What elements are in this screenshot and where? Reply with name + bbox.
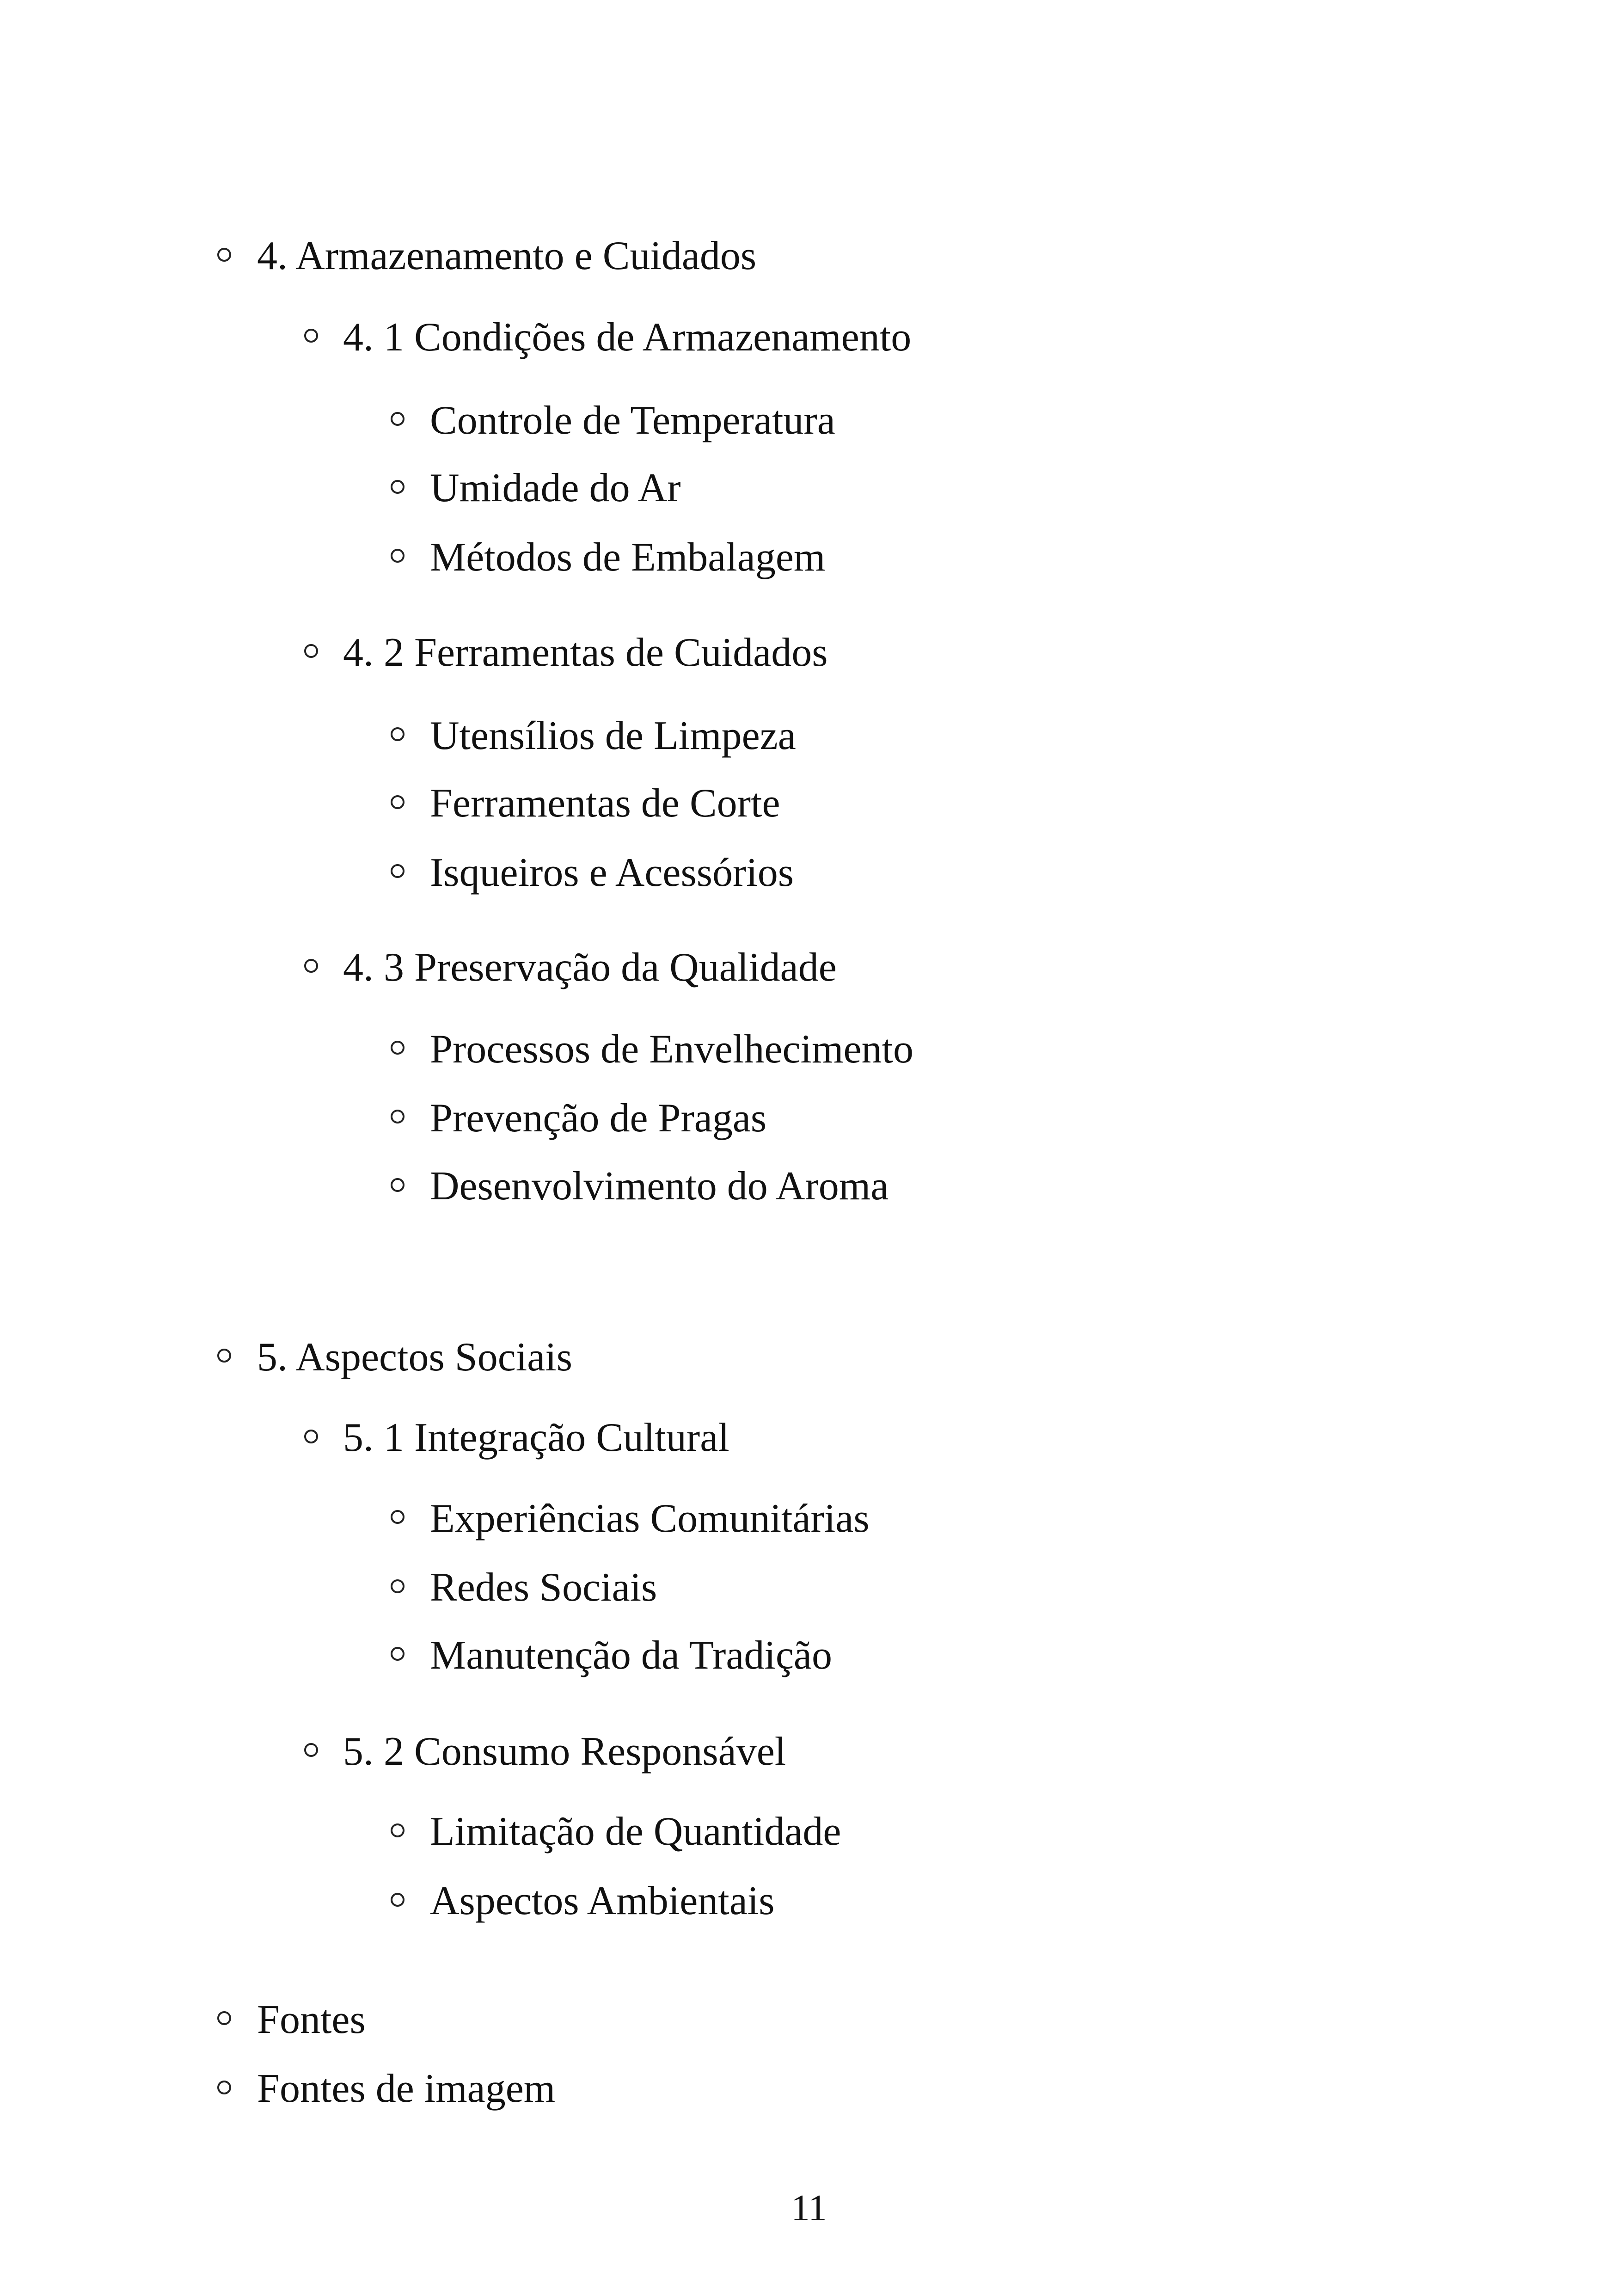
- toc-item-4-2-isqueiros[interactable]: Isqueiros e Acessórios: [430, 850, 794, 895]
- toc-item-5-2-quantidade[interactable]: Limitação de Quantidade: [430, 1809, 841, 1854]
- toc-item-section-4[interactable]: 4. Armazenamento e Cuidados: [257, 233, 757, 278]
- bullet-icon: [304, 1743, 318, 1757]
- bullet-icon: [217, 2011, 231, 2025]
- bullet-icon: [391, 1178, 404, 1192]
- toc-item-5-1-experiencias[interactable]: Experiências Comunitárias: [430, 1496, 870, 1541]
- bullet-icon: [217, 1349, 231, 1363]
- toc-item-4-1-embalagem[interactable]: Métodos de Embalagem: [430, 535, 826, 580]
- bullet-icon: [391, 1579, 404, 1593]
- bullet-icon: [304, 1430, 318, 1443]
- toc-item-4-1-umidade[interactable]: Umidade do Ar: [430, 466, 681, 510]
- bullet-icon: [391, 727, 404, 741]
- toc-item-5-1-redes[interactable]: Redes Sociais: [430, 1565, 657, 1610]
- toc-item-4-2-corte[interactable]: Ferramentas de Corte: [430, 781, 780, 826]
- bullet-icon: [217, 2081, 231, 2094]
- bullet-icon: [391, 1823, 404, 1837]
- bullet-icon: [391, 1110, 404, 1123]
- toc-item-4-2-limpeza[interactable]: Utensílios de Limpeza: [430, 713, 796, 758]
- toc-item-4-3-envelhecimento[interactable]: Processos de Envelhecimento: [430, 1027, 913, 1072]
- toc-item-4-3[interactable]: 4. 3 Preservação da Qualidade: [343, 945, 837, 990]
- bullet-icon: [217, 248, 231, 262]
- toc-item-4-3-pragas[interactable]: Prevenção de Pragas: [430, 1096, 767, 1141]
- toc-item-4-1[interactable]: 4. 1 Condições de Armazenamento: [343, 315, 912, 360]
- bullet-icon: [391, 1647, 404, 1661]
- toc-item-5-1[interactable]: 5. 1 Integração Cultural: [343, 1415, 729, 1460]
- bullet-icon: [391, 1893, 404, 1907]
- bullet-icon: [391, 549, 404, 563]
- toc-item-section-5[interactable]: 5. Aspectos Sociais: [257, 1335, 572, 1380]
- bullet-icon: [304, 329, 318, 343]
- toc-item-fontes-de-imagem[interactable]: Fontes de imagem: [257, 2066, 556, 2111]
- bullet-icon: [391, 864, 404, 878]
- bullet-icon: [391, 1510, 404, 1524]
- bullet-icon: [391, 795, 404, 809]
- bullet-icon: [391, 1041, 404, 1055]
- bullet-icon: [391, 412, 404, 426]
- toc-item-5-2[interactable]: 5. 2 Consumo Responsável: [343, 1729, 786, 1774]
- bullet-icon: [304, 644, 318, 658]
- bullet-icon: [391, 480, 404, 494]
- toc-item-5-1-tradicao[interactable]: Manutenção da Tradição: [430, 1633, 832, 1678]
- toc-item-4-2[interactable]: 4. 2 Ferramentas de Cuidados: [343, 630, 828, 675]
- page-number: 11: [791, 2188, 827, 2228]
- toc-item-4-1-temperatura[interactable]: Controle de Temperatura: [430, 398, 835, 443]
- toc-item-fontes[interactable]: Fontes: [257, 1997, 366, 2042]
- bullet-icon: [304, 959, 318, 973]
- toc-item-4-3-aroma[interactable]: Desenvolvimento do Aroma: [430, 1164, 889, 1209]
- toc-item-5-2-ambientais[interactable]: Aspectos Ambientais: [430, 1879, 775, 1923]
